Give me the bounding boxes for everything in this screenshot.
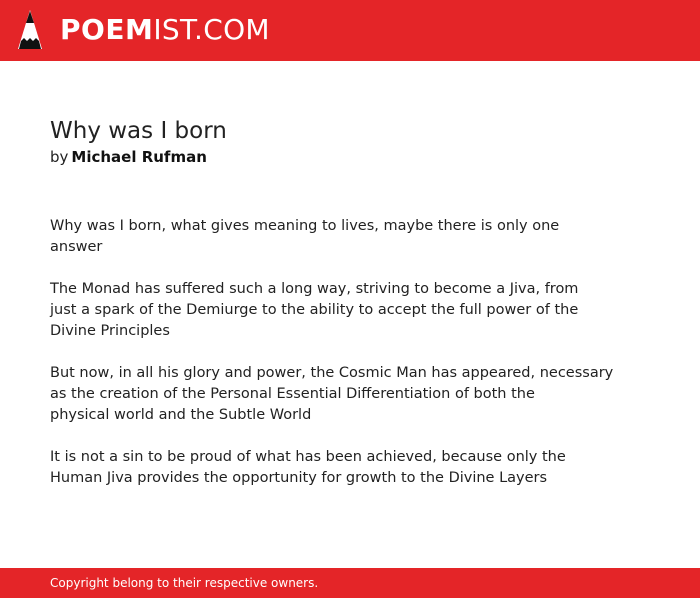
- poem-line: as the creation of the Personal Essential Differentiation of both the: [50, 386, 535, 402]
- stanza: [50, 279, 610, 342]
- author-link[interactable]: Michael Rufman: [71, 148, 207, 166]
- poem-line: physical world and the Subtle World: [50, 407, 312, 423]
- brand-light-text: IST.COM: [153, 13, 270, 46]
- poem-content: [50, 115, 614, 510]
- pencil-tip-icon: [17, 9, 43, 52]
- brand-bold-text: POEM: [60, 13, 154, 46]
- site-header: [0, 0, 700, 61]
- stanza: [50, 447, 610, 489]
- site-brand: [60, 13, 270, 46]
- by-label: by: [50, 148, 69, 166]
- home-logo-link[interactable]: [17, 9, 270, 52]
- poem-line: just a spark of the Demiurge to the ability to accept the full power of the: [50, 302, 579, 318]
- poem-line: answer: [50, 239, 103, 255]
- site-footer: [0, 568, 700, 598]
- poem-line: Divine Principles: [50, 323, 170, 339]
- poem-line: It is not a sin to be proud of what has been achieved, because only the: [50, 449, 566, 465]
- stanza: [50, 216, 610, 258]
- poem-line: Human Jiva provides the opportunity for growth to the Divine Layers: [50, 470, 548, 486]
- poem-line: But now, in all his glory and power, the Cosmic Man has appeared, necessary: [50, 365, 614, 381]
- poem-title: Why was I born: [50, 118, 227, 144]
- copyright-text: Copyright belong to their respective owners.: [50, 576, 319, 590]
- stanza: [50, 363, 614, 426]
- poem-byline: [50, 146, 610, 168]
- poem-body: [50, 216, 614, 489]
- poem-line: Why was I born, what gives meaning to lives, maybe there is only one: [50, 218, 560, 234]
- poem-line: The Monad has suffered such a long way, striving to become a Jiva, from: [50, 281, 579, 297]
